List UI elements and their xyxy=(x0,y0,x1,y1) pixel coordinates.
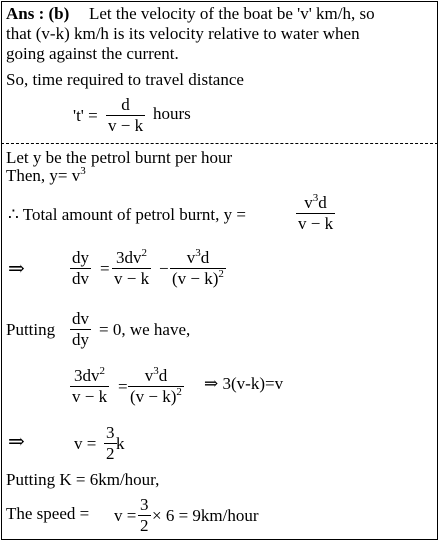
deriv-minus: − xyxy=(159,259,169,278)
eq-term1 xyxy=(70,366,109,407)
dy-dv-numerator: dy xyxy=(72,248,89,267)
v-result-numerator: 3 xyxy=(106,423,115,442)
time-unit: hours xyxy=(153,104,191,123)
total-numerator: $v^3d$ xyxy=(304,192,327,212)
dv-dy-numerator: dv xyxy=(72,309,89,328)
answer-label: Ans : (b) xyxy=(6,4,70,23)
putting-label: Putting xyxy=(6,320,56,339)
eq-equals: = xyxy=(118,377,128,396)
v-result-lhs: v = xyxy=(74,434,97,453)
total-text: ∴ Total amount of petrol burnt, y = xyxy=(8,205,246,224)
time-lhs: 't' = xyxy=(73,106,98,125)
deriv-term1 xyxy=(112,248,151,289)
intro-line-3: going against the current. xyxy=(6,44,179,63)
intro-line-2: that (v-k) km/h is its velocity relative to water when xyxy=(6,24,360,43)
time-intro: So, time required to travel distance xyxy=(6,70,244,89)
speed-denominator: 2 xyxy=(140,516,149,535)
deriv-term1-denominator: v − k xyxy=(114,269,150,288)
speed-numerator: 3 xyxy=(140,495,149,514)
eq-term1-denominator: v − k xyxy=(72,387,108,406)
deriv-term1-numerator: $3dv^2$ xyxy=(116,247,148,267)
implies-arrow-2: ⇒ xyxy=(8,431,25,453)
section-divider xyxy=(1,143,438,144)
time-denominator: v − k xyxy=(108,116,144,135)
dy-dv-denominator: dv xyxy=(72,269,89,288)
speed-lhs: v = xyxy=(114,506,137,525)
eq-term2-denominator: $(v - k)^2$ xyxy=(130,386,182,406)
deriv-term2 xyxy=(170,248,226,289)
eq-term2-numerator: $v^3d$ xyxy=(144,365,168,385)
total-fraction xyxy=(296,193,335,234)
intro-line-1: Let the velocity of the boat be 'v' km/h, so xyxy=(89,4,375,23)
putting-tail: = 0, we have, xyxy=(99,320,191,339)
v-result-fraction xyxy=(104,423,117,464)
deriv-term2-numerator: $v^3d$ xyxy=(186,247,210,267)
eq-term2 xyxy=(128,366,184,407)
petrol-intro: Let y be the petrol burnt per hour xyxy=(6,148,233,167)
deriv-equals: = xyxy=(100,259,110,278)
speed-fraction xyxy=(138,495,151,536)
then-y: Then, $y= v^3$ xyxy=(6,165,86,185)
speed-tail: × 6 = 9km/hour xyxy=(152,506,259,525)
v-result-denominator: 2 xyxy=(106,444,115,463)
speed-label: The speed = xyxy=(6,504,90,523)
time-numerator: d xyxy=(121,95,130,114)
time-fraction xyxy=(106,95,145,136)
deriv-term2-denominator: $(v - k)^2$ xyxy=(172,268,224,288)
eq-term1-numerator: $3dv^2$ xyxy=(74,365,106,385)
total-denominator: v − k xyxy=(298,214,334,233)
putting-k: Putting K = 6km/hour, xyxy=(6,470,160,489)
eq-result: ⇒ 3(v-k)=v xyxy=(204,374,284,393)
v-result-tail: k xyxy=(116,434,125,453)
dy-dv-fraction xyxy=(70,248,91,289)
dv-dy-fraction xyxy=(70,309,91,350)
dv-dy-denominator: dy xyxy=(72,330,89,349)
implies-arrow-1: ⇒ xyxy=(8,258,25,280)
